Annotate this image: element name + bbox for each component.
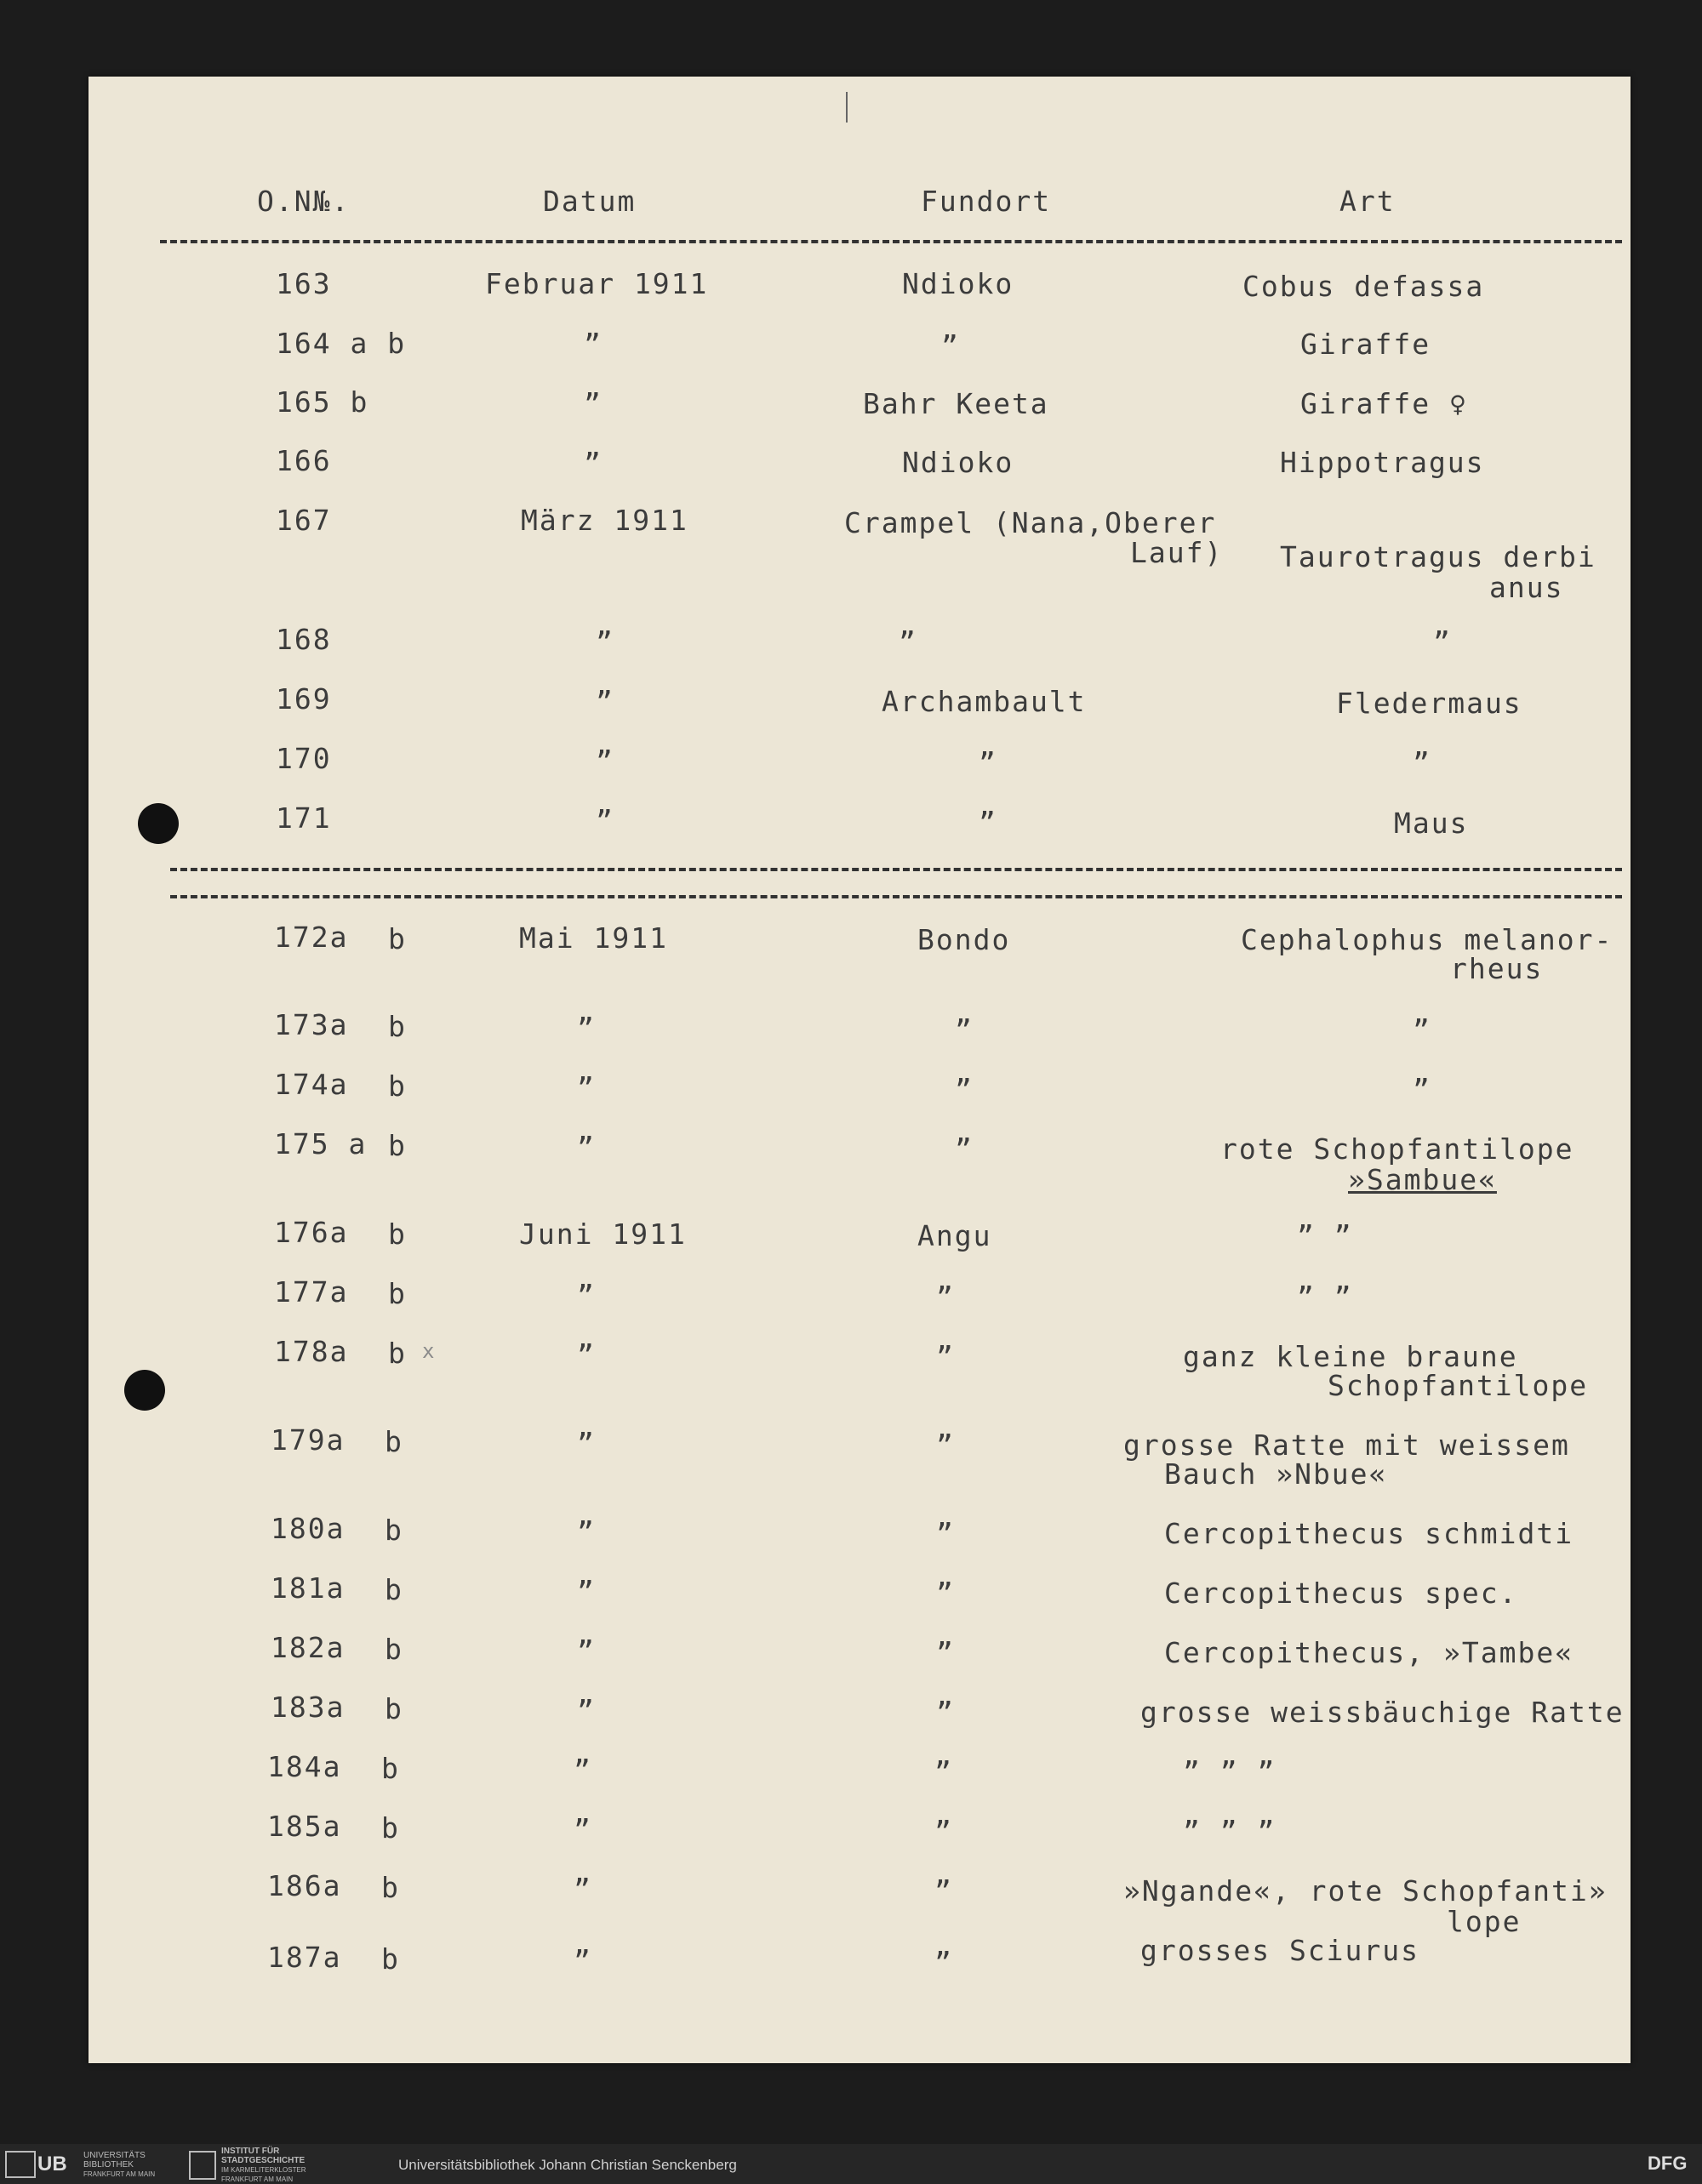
institute-emblem [189,2151,216,2180]
cell-art: ” [1413,1013,1431,1046]
cell-datum: ” [577,1694,596,1727]
cell-fundort: Ndioko [902,267,1014,300]
cell-art: grosse weissbäuchige Ratte [1140,1696,1625,1729]
ub-logo [5,2151,36,2178]
header-rule [160,240,1622,243]
header-fundort: Fundort [921,185,1052,218]
section-rule-top [170,868,1622,871]
cell-art-cont: Bauch »Nbue« [1164,1457,1388,1491]
cell-nr: 181a [271,1571,346,1605]
cell-art: Cobus defassa [1242,270,1485,303]
cell-art: Hippotragus [1280,446,1485,479]
cell-nr: 163 [276,267,332,300]
cell-datum: ” [596,685,614,718]
cell-datum: ” [596,804,614,837]
cell-nr: 170 [276,742,332,775]
cell-fundort: ” [936,1577,955,1610]
cell-fundort: ” [936,1428,955,1462]
cell-fundort: Bahr Keeta [863,387,1049,420]
annotation-mark: x [422,1339,437,1363]
cell-b: b [381,1942,400,1976]
cell-nr: 179a [271,1423,346,1457]
cell-nr: 174a [274,1068,349,1101]
cell-nr: 168 [276,623,332,656]
cell-datum: ” [574,1944,592,1977]
cell-art: Maus [1394,807,1469,840]
cell-art: ” ” ” [1183,1815,1276,1848]
institute-caption: INSTITUT FÜR STADTGESCHICHTE IM KARMELITERKLOSTER FRANKFURT AM MAIN [221,2147,306,2183]
cell-b: b [388,1129,407,1162]
cell-art-cont: anus [1489,571,1564,604]
cell-nr: 166 [276,444,332,477]
cell-b: b [385,1425,403,1458]
cell-datum: ” [584,328,603,361]
cell-datum: ” [577,1338,596,1371]
cell-art: rote Schopfantilope [1220,1132,1574,1166]
cell-datum: ” [577,1575,596,1608]
cell-art: ” ” [1297,1219,1353,1252]
cell-datum: ” [577,1279,596,1312]
cell-b: b [388,1337,407,1370]
cell-datum: ” [574,1813,592,1846]
header-nr: O.N№. [257,185,351,218]
cell-art: grosses Sciurus [1140,1934,1420,1967]
punch-hole-top [138,803,179,844]
cell-b: b [388,1010,407,1043]
cell-art: Cercopithecus schmidti [1164,1517,1574,1550]
cell-art: ” ” [1297,1280,1353,1314]
cell-art: Fledermaus [1336,687,1522,720]
cell-fundort: Ndioko [902,446,1014,479]
cell-nr: 165 b [276,385,369,419]
cell-datum: Februar 1911 [485,267,709,300]
cell-art-cont: »Sambue« [1348,1163,1497,1196]
cell-datum: ” [574,1753,592,1787]
cell-fundort: ” [936,1517,955,1550]
cell-nr: 176a [274,1216,349,1249]
cell-datum: ” [577,1012,596,1045]
cell-nr: 164 a b [276,327,407,360]
cell-fundort: ” [934,1755,953,1788]
section-rule-bottom [170,895,1622,898]
cell-nr: 172a [274,921,349,954]
footer-bar [0,2144,1702,2184]
cell-nr: 180a [271,1512,346,1545]
cell-nr: 175 a [274,1127,368,1160]
cell-art: Cercopithecus, »Tambe« [1164,1636,1574,1669]
cell-datum: Mai 1911 [519,921,668,955]
cell-datum: ” [577,1131,596,1164]
header-art: Art [1339,185,1396,218]
cell-fundort: ” [979,746,997,779]
cell-fundort: ” [899,625,917,659]
cell-b: b [385,1692,403,1725]
cell-nr: 184a [267,1750,342,1783]
footer-credit: Universitätsbibliothek Johann Christian Senckenberg [398,2157,737,2173]
cell-nr: 167 [276,504,332,537]
cell-fundort-cont: Lauf) [1130,536,1224,569]
cell-fundort: ” [934,1946,953,1979]
cell-fundort: Angu [917,1219,992,1252]
cell-fundort: ” [955,1073,974,1106]
cell-nr: 177a [274,1275,349,1309]
cell-art: ganz kleine braune [1183,1340,1518,1373]
document-page [89,77,1631,2063]
cell-datum: ” [596,625,614,659]
cell-art: »Ngande«, rote Schopfanti» [1123,1874,1608,1907]
cell-art: ” [1433,625,1452,659]
cell-art: Giraffe ♀ [1300,387,1468,420]
cell-art-cont: lope [1447,1905,1522,1938]
cell-datum: ” [596,744,614,778]
cell-art: Taurotragus derbi [1280,540,1596,573]
cell-fundort: ” [941,329,960,362]
cell-fundort: ” [936,1636,955,1669]
cell-nr: 173a [274,1008,349,1041]
cell-nr: 187a [267,1941,342,1974]
cell-fundort: ” [934,1874,953,1907]
cell-art: ” [1413,746,1431,779]
cell-nr: 186a [267,1869,342,1902]
punch-hole-bottom [124,1370,165,1411]
cell-nr: 183a [271,1691,346,1724]
cell-fundort: Archambault [882,685,1087,718]
ub-logo-caption: UNIVERSITÄTS BIBLIOTHEK FRANKFURT AM MAIN [83,2151,156,2178]
cell-art: Cephalophus melanor- [1241,923,1613,956]
cell-nr: 171 [276,801,332,835]
cell-b: b [388,1217,407,1251]
cell-art: grosse Ratte mit weissem [1123,1428,1570,1462]
cell-fundort: Bondo [917,923,1011,956]
cell-datum: ” [577,1427,596,1460]
cell-fundort: ” [979,806,997,839]
ub-logo-text: UB [37,2153,67,2175]
cell-fundort: ” [936,1280,955,1314]
cell-datum: ” [584,387,603,420]
cell-art-cont: Schopfantilope [1328,1369,1589,1402]
cell-fundort: ” [936,1696,955,1729]
cell-b: b [381,1811,400,1845]
cell-datum: Juni 1911 [519,1217,687,1251]
cell-fundort: ” [955,1132,974,1166]
cell-art: Cercopithecus spec. [1164,1577,1518,1610]
header-datum: Datum [543,185,637,218]
cell-datum: März 1911 [521,504,688,537]
cell-fundort: ” [936,1340,955,1373]
cell-nr: 178a [274,1335,349,1368]
cell-datum: ” [584,447,603,480]
cell-fundort: ” [955,1013,974,1046]
cell-b: b [388,1277,407,1310]
cell-art: Giraffe [1300,328,1431,361]
cell-datum: ” [577,1515,596,1548]
cell-nr: 169 [276,682,332,716]
cell-fundort: ” [934,1815,953,1848]
cell-b: b [385,1514,403,1547]
cell-b: b [381,1871,400,1904]
cell-art: ” ” ” [1183,1755,1276,1788]
cell-b: b [388,922,407,955]
cell-datum: ” [577,1071,596,1104]
cell-datum: ” [574,1873,592,1906]
cell-b: b [381,1752,400,1785]
cell-b: b [385,1573,403,1606]
cell-art-cont: rheus [1450,952,1544,985]
cell-datum: ” [577,1634,596,1668]
cell-b: b [388,1069,407,1103]
cell-nr: 185a [267,1810,342,1843]
cell-nr: 182a [271,1631,346,1664]
cell-b: b [385,1633,403,1666]
dfg-logo: DFG [1648,2153,1688,2174]
cell-art: ” [1413,1073,1431,1106]
fold-mark [846,92,848,123]
cell-fundort: Crampel (Nana,Oberer [844,506,1217,539]
